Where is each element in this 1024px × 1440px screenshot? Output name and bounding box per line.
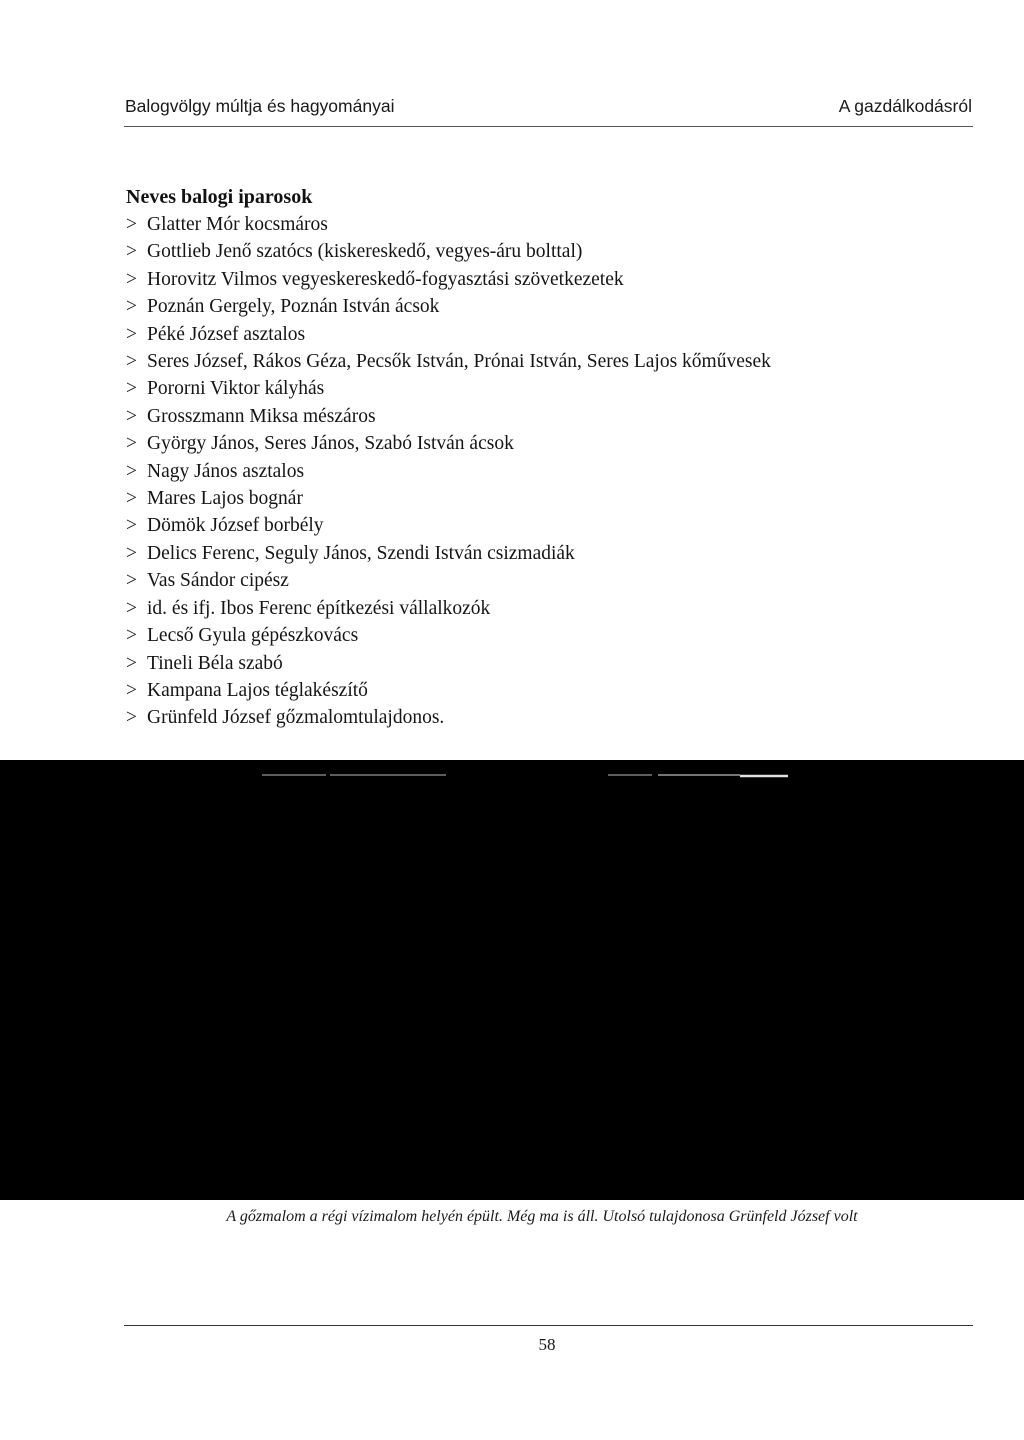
list-item-text: Grosszmann Miksa mészáros: [147, 405, 376, 427]
photo-caption: A gőzmalom a régi vízimalom helyén épült. Még ma is áll. Utolsó tulajdonosa Grünfeld József volt: [226, 1208, 858, 1225]
bullet-marker: >: [126, 323, 137, 345]
bullet-marker: >: [126, 460, 137, 482]
chapter-title: A gazdálkodásról: [838, 96, 972, 116]
bullet-marker: >: [126, 515, 137, 537]
list-item: [126, 650, 771, 677]
list-item-text: Nagy János asztalos: [147, 460, 305, 482]
list-item-text: Gottlieb Jenő szatócs (kiskereskedő, vegyes-áru bolttal): [147, 241, 583, 263]
bullet-marker: >: [126, 268, 137, 290]
bullet-marker: >: [126, 679, 137, 701]
list-item-text: Seres József, Rákos Géza, Pecsők István, Prónai István, Seres Lajos kőművesek: [147, 351, 771, 373]
list-item: [126, 595, 771, 622]
craftsmen-list: [126, 211, 771, 732]
bullet-marker: >: [126, 707, 137, 729]
mill-photo: [0, 760, 1024, 1200]
list-item: [126, 622, 771, 649]
bullet-marker: >: [126, 405, 137, 427]
list-item: [126, 567, 771, 594]
list-item: [126, 704, 771, 731]
list-item: [126, 348, 771, 375]
list-item: [126, 403, 771, 430]
bullet-marker: >: [126, 296, 137, 318]
bullet-marker: >: [126, 214, 137, 235]
list-item-text: Dömök József borbély: [147, 515, 324, 537]
page-number: 58: [538, 1335, 556, 1354]
bullet-marker: >: [126, 351, 137, 373]
list-item-text: Mares Lajos bognár: [147, 488, 303, 510]
running-header: [125, 96, 972, 126]
list-item-text: Vas Sándor cipész: [147, 570, 289, 592]
list-item: [126, 430, 771, 457]
header-rule: [124, 126, 973, 127]
bullet-marker: >: [126, 542, 137, 564]
bullet-marker: >: [126, 652, 137, 674]
list-item-text: Tineli Béla szabó: [147, 652, 283, 674]
section-title: Neves balogi iparosok: [126, 186, 313, 208]
bullet-marker: >: [126, 597, 137, 619]
list-item-text: Delics Ferenc, Seguly János, Szendi István csizmadiák: [147, 542, 575, 564]
photo-background: [0, 760, 1024, 1200]
list-item: [126, 375, 771, 402]
list-item-text: Péké József asztalos: [147, 323, 306, 345]
footer-rule: [124, 1325, 973, 1326]
list-item: [126, 321, 771, 348]
list-item-text: Poznán Gergely, Poznán István ácsok: [147, 296, 440, 318]
list-item: [126, 677, 771, 704]
list-item-text: Lecső Gyula gépészkovács: [147, 625, 359, 647]
list-item: [126, 266, 771, 293]
list-item: [126, 211, 771, 238]
list-item-text: Pororni Viktor kályhás: [147, 378, 325, 400]
list-item: [126, 540, 771, 567]
bullet-marker: >: [126, 625, 137, 647]
book-title: Balogvölgy múltja és hagyományai: [125, 96, 395, 116]
list-item: [126, 485, 771, 512]
bullet-marker: >: [126, 378, 137, 400]
list-item: [126, 458, 771, 485]
list-item-text: Glatter Mór kocsmáros: [147, 214, 328, 235]
list-item: [126, 512, 771, 539]
list-item: [126, 293, 771, 320]
list-item: [126, 238, 771, 265]
bullet-marker: >: [126, 488, 137, 510]
list-item-text: Kampana Lajos téglakészítő: [147, 679, 368, 701]
bullet-marker: >: [126, 570, 137, 592]
list-item-text: Horovitz Vilmos vegyeskereskedő-fogyasztási szövetkezetek: [147, 268, 624, 290]
bullet-marker: >: [126, 241, 137, 263]
bullet-marker: >: [126, 433, 137, 455]
list-item-text: id. és ifj. Ibos Ferenc építkezési vállalkozók: [147, 597, 491, 619]
list-item-text: György János, Seres János, Szabó István ácsok: [147, 433, 514, 455]
list-item-text: Grünfeld József gőzmalomtulajdonos.: [147, 707, 445, 729]
